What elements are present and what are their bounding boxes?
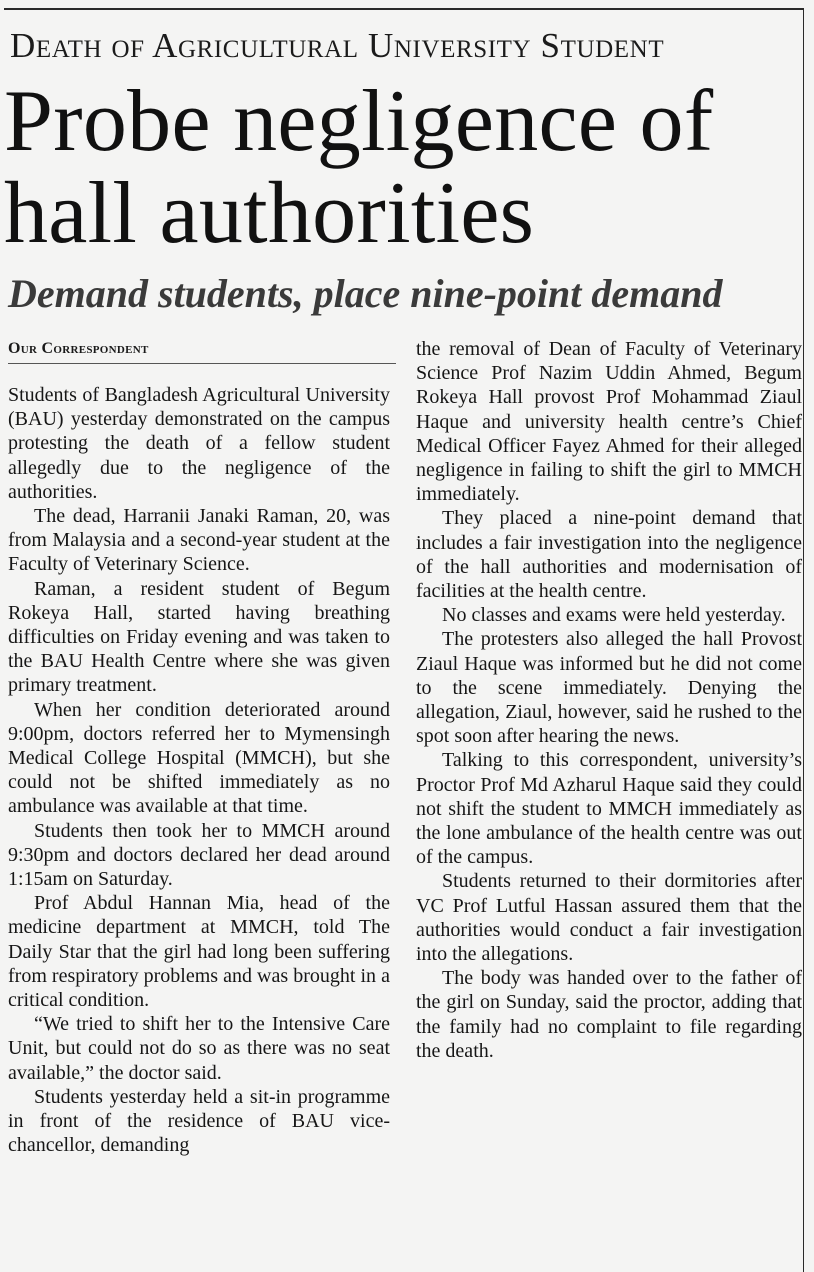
top-rule bbox=[4, 8, 804, 10]
paragraph: Students then took her to MMCH around 9:30pm and doctors declared her dead around 1:15am on Saturday. bbox=[8, 819, 390, 891]
right-column bbox=[416, 337, 802, 1063]
paragraph: The protesters also alleged the hall Provost Ziaul Haque was informed but he did not come to the scene immediately. Denying the allegation, Ziaul, however, said he rushed to the spot soon after hearing the news. bbox=[416, 628, 802, 748]
paragraph: “We tried to shift her to the Intensive Care Unit, but could not do so as there was no seat available,” the doctor said. bbox=[8, 1013, 390, 1084]
byline: Our Correspondent bbox=[8, 339, 396, 364]
paragraph: Prof Abdul Hannan Mia, head of the medicine department at MMCH, told The Daily Star that the girl had long been suffering from respiratory problems and was brought in a critical condition. bbox=[8, 892, 390, 1012]
paragraph: When her condition deteriorated around 9:00pm, doctors referred her to Mymensingh Medical College Hospital (MMCH), but she could not be shifted immediately as no ambulance was available at that time. bbox=[8, 698, 390, 818]
headline-line-2: hall authorities bbox=[4, 165, 535, 262]
headline-line-1: Probe negligence of bbox=[4, 73, 714, 170]
paragraph: Raman, a resident student of Begum Rokeya Hall, started having breathing difficulties on Friday evening and was taken to the BAU Health Centre where she was given primary treatment. bbox=[8, 577, 390, 697]
paragraph: Students returned to their dormitories after VC Prof Lutful Hassan assured them that the authorities would conduct a fair investigation into the allegations. bbox=[416, 870, 802, 966]
paragraph: Students of Bangladesh Agricultural University (BAU) yesterday demonstrated on the campus protesting the death of a fellow student allegedly due to the negligence of the authorities. bbox=[8, 384, 390, 503]
paragraph: The dead, Harranii Janaki Raman, 20, was from Malaysia and a second-year student at the Faculty of Veterinary Science. bbox=[8, 505, 390, 576]
paragraph: Students yesterday held a sit-in programme in front of the residence of BAU vice-chancellor, demanding bbox=[8, 1085, 390, 1157]
kicker: Death of Agricultural University Student bbox=[10, 26, 665, 65]
subhead: Demand students, place nine-point demand bbox=[8, 271, 723, 316]
paragraph: The body was handed over to the father of the girl on Sunday, said the proctor, adding that the family had no complaint to file regarding the death. bbox=[416, 967, 802, 1062]
paragraph: They placed a nine-point demand that includes a fair investigation into the negligence of the hall authorities and modernisation of facilities at the health centre. bbox=[416, 507, 802, 603]
paragraph: No classes and exams were held yesterday. bbox=[442, 604, 786, 627]
paragraph: the removal of Dean of Faculty of Veterinary Science Prof Nazim Uddin Ahmed, Begum Rokeya Hall provost Prof Mohammad Ziaul Haque and university health centre’s Chief Medical Officer Fayez Ahmed for their alleged negligence in failing to shift the girl to MMCH immediately. bbox=[416, 338, 802, 506]
left-column bbox=[8, 383, 390, 1158]
headline bbox=[4, 73, 804, 262]
paragraph: Talking to this correspondent, university’s Proctor Prof Md Azharul Haque said they could not shift the student to MMCH immediately as the lone ambulance of the health centre was out of the campus. bbox=[416, 749, 802, 869]
